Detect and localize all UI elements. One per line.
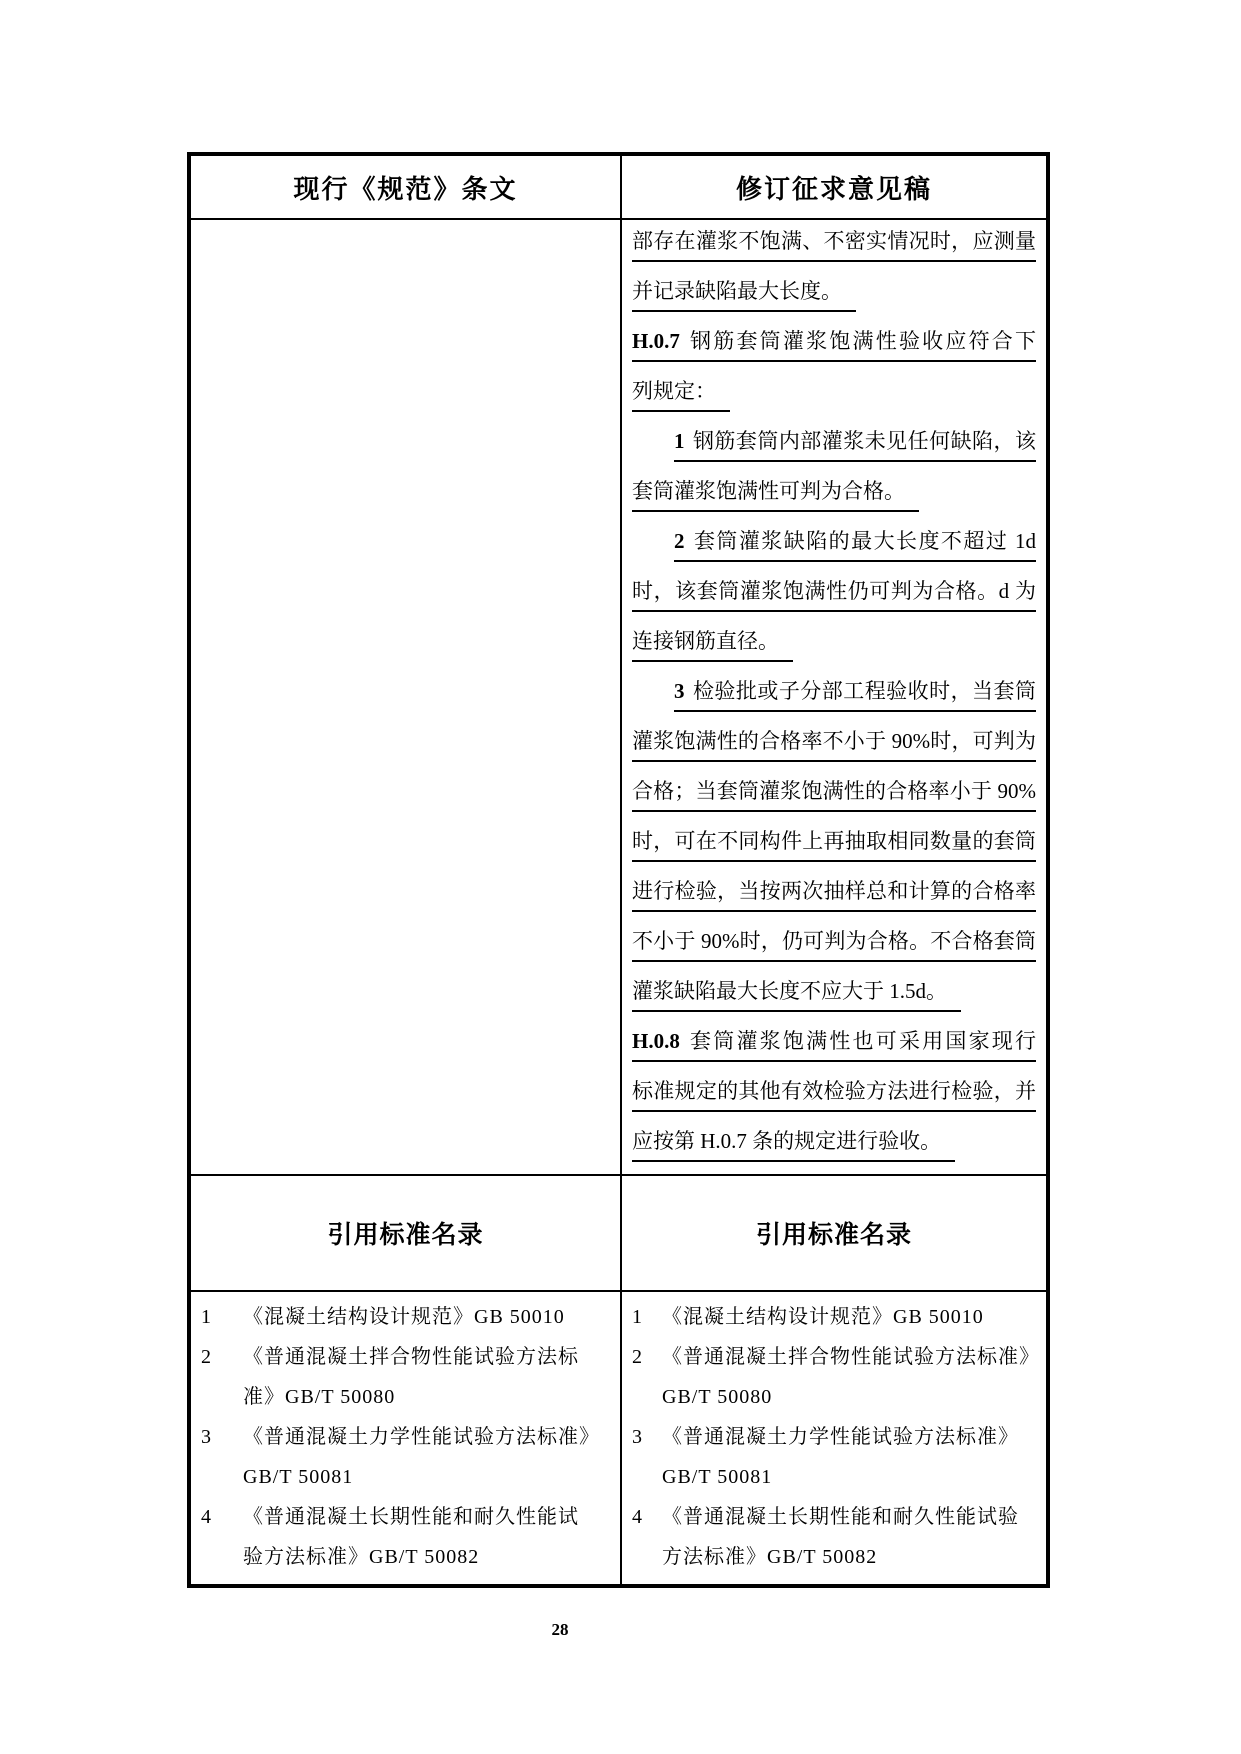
revision-line-text: 2 套筒灌浆缺陷的最大长度不超过 1d [674,528,1036,562]
item-line: 《普通混凝土长期性能和耐久性能试 [243,1506,579,1528]
revision-line-text: 标准规定的其他有效检验方法进行检验，并 [632,1078,1036,1112]
revision-line-text: 连接钢筋直径。 [632,628,793,662]
item-text [243,1337,612,1417]
standard-item [201,1337,612,1417]
revision-line [632,778,1036,828]
column-header-current [191,156,622,220]
revision-line [632,1128,1036,1176]
item-text [662,1497,1038,1577]
column-header-current-label: 现行《规范》条文 [293,174,518,204]
item-number: 4 [632,1506,642,1528]
revision-line-text: 时，该套筒灌浆饱满性仍可判为合格。d 为 [632,578,1036,612]
current-code-cell [191,220,622,1176]
revision-line-text: 列规定： [632,378,730,412]
standard-item [632,1297,1038,1337]
item-line: 《普通混凝土力学性能试验方法标准》 [243,1426,600,1448]
ref-standards-header-left [191,1176,622,1292]
item-text [662,1337,1038,1417]
revision-line-text: 时，可在不同构件上再抽取相同数量的套筒 [632,828,1036,862]
item-text [662,1297,1038,1337]
revision-line-text: 3 检验批或子分部工程验收时，当套筒 [674,678,1036,712]
column-header-revision [622,156,1046,220]
item-text [243,1417,612,1497]
item-line: 验方法标准》GB/T 50082 [243,1546,480,1568]
revision-line [632,228,1036,278]
item-line: GB/T 50081 [662,1466,773,1488]
revision-line [632,478,1036,528]
revision-line [632,728,1036,778]
item-number: 2 [201,1346,211,1368]
item-number: 2 [632,1346,642,1368]
ref-standards-header-right-label: 引用标准名录 [755,1222,912,1249]
revision-line-text: 不小于 90%时，仍可判为合格。不合格套筒 [632,928,1036,962]
comparison-table [187,152,1050,1588]
revision-line [632,628,1036,678]
standard-item [201,1297,612,1337]
revision-line [632,328,1036,378]
revision-line-text: 灌浆饱满性的合格率不小于 90%时，可判为 [632,728,1036,762]
revision-line-text: 套筒灌浆饱满性可判为合格。 [632,478,919,512]
standard-item [632,1417,1038,1497]
item-number: 1 [632,1306,642,1328]
item-line: 《普通混凝土长期性能和耐久性能试验 [662,1506,1019,1528]
item-line: GB/T 50080 [662,1386,773,1408]
revision-line-text: 并记录缺陷最大长度。 [632,278,856,312]
standard-item [201,1497,612,1577]
item-line: GB/T 50081 [243,1466,354,1488]
item-line: 《混凝土结构设计规范》GB 50010 [243,1306,565,1328]
revision-line [632,278,1036,328]
revision-line [632,828,1036,878]
revision-draft-cell [622,220,1046,1176]
column-header-revision-label: 修订征求意见稿 [735,174,932,204]
standards-list-left [191,1292,622,1584]
item-line: 《普通混凝土拌合物性能试验方法标 [243,1346,579,1368]
item-text [243,1497,612,1577]
item-text [243,1297,612,1337]
revision-line [632,878,1036,928]
revision-line-text: 合格；当套筒灌浆饱满性的合格率小于 90% [632,778,1036,812]
ref-standards-header-left-label: 引用标准名录 [327,1222,484,1249]
standards-list-right [622,1292,1046,1584]
standard-item [632,1337,1038,1417]
item-number: 4 [201,1506,211,1528]
revision-line [632,428,1036,478]
revision-line [632,678,1036,728]
revision-line [632,528,1036,578]
revision-line [632,1028,1036,1078]
ref-standards-header-right [622,1176,1046,1292]
item-number: 1 [201,1306,211,1328]
item-line: 准》GB/T 50080 [243,1386,396,1408]
item-line: 《混凝土结构设计规范》GB 50010 [662,1306,984,1328]
revision-line [632,928,1036,978]
standard-item [201,1417,612,1497]
revision-line [632,378,1036,428]
item-line: 《普通混凝土力学性能试验方法标准》 [662,1426,1019,1448]
item-line: 方法标准》GB/T 50082 [662,1546,878,1568]
revision-line-text: 1 钢筋套筒内部灌浆未见任何缺陷，该 [674,428,1036,462]
item-number: 3 [632,1426,642,1448]
revision-line-text: H.0.7 钢筋套筒灌浆饱满性验收应符合下 [632,328,1036,362]
item-text [662,1417,1038,1497]
revision-line-text: H.0.8 套筒灌浆饱满性也可采用国家现行 [632,1028,1036,1062]
revision-line-text: 进行检验，当按两次抽样总和计算的合格率 [632,878,1036,912]
item-line: 《普通混凝土拌合物性能试验方法标准》 [662,1346,1040,1368]
item-number: 3 [201,1426,211,1448]
revision-line-text: 部存在灌浆不饱满、不密实情况时，应测量 [632,228,1036,262]
page-number: 28 [551,1620,569,1639]
revision-line [632,578,1036,628]
standard-item [632,1497,1038,1577]
revision-line [632,978,1036,1028]
revision-line-text: 灌浆缺陷最大长度不应大于 1.5d。 [632,978,961,1012]
revision-line-text: 应按第 H.0.7 条的规定进行验收。 [632,1128,955,1162]
revision-line [632,1078,1036,1128]
